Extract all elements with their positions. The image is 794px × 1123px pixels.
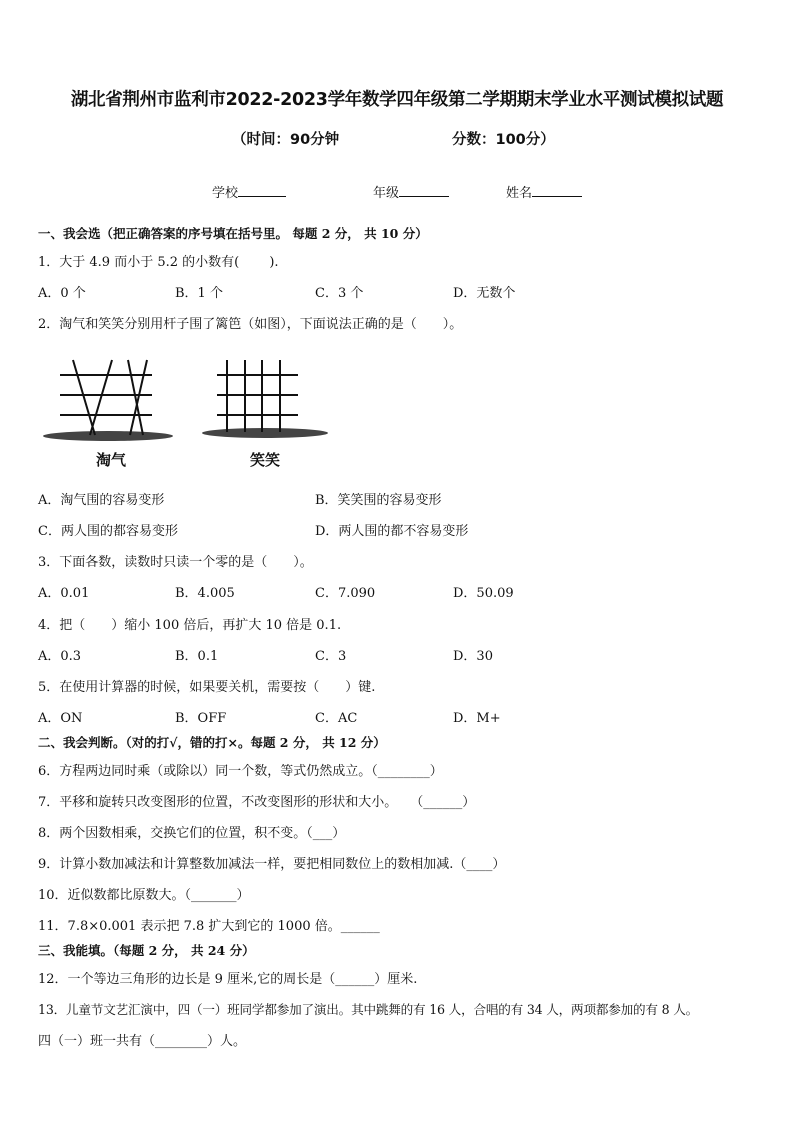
q4-option-d: D．30 [453,649,493,664]
question-8: 8．两个因数相乘，交换它们的位置，积不变。（___） [38,826,346,841]
question-6: 6．方程两边同时乘（或除以）同一个数，等式仍然成立。（________） [38,764,443,779]
question-10: 10．近似数都比原数大。（_______） [38,888,250,903]
q1-option-b: B．1 个 [175,286,223,301]
fence-figure [40,355,340,450]
question-1: 1．大于 4.9 而小于 5.2 的小数有( ). [38,255,279,270]
q3-option-d: D．50.09 [453,586,514,601]
section1-heading: 一、我会选（把正确答案的序号填在括号里。 每题 2 分， 共 10 分） [38,226,428,241]
school-label: 学校 [212,186,239,201]
q1-option-a: A．0 个 [38,286,86,301]
question-5: 5．在使用计算器的时候，如果要关机，需要按（ ）键. [38,680,376,695]
school-blank [238,184,286,197]
question-4: 4．把（ ）缩小 100 倍后，再扩大 10 倍是 0.1. [38,618,342,633]
grade-blank [399,184,449,197]
question-12: 12．一个等边三角形的边长是 9 厘米,它的周长是（______）厘米. [38,972,418,987]
name-blank [532,184,582,197]
q4-option-a: A．0.3 [38,649,82,664]
figure-label-xiaoxiao: 笑笑 [250,451,281,469]
q3-option-c: C．7.090 [315,586,376,601]
grade-field [373,182,449,201]
question-3: 3．下面各数，读数时只读一个零的是（ ）。 [38,555,313,570]
q5-option-a: A．ON [38,711,83,726]
taoqi-fence [43,360,173,441]
xiaoxiao-fence [202,360,328,438]
question-7: 7．平移和旋转只改变图形的位置，不改变图形的形状和大小。 （______） [38,795,476,810]
q2-option-c: C．两人围的都容易变形 [38,524,178,539]
name-label: 姓名 [506,186,533,201]
exam-time: （时间：90分钟 [232,132,340,148]
question-11: 11．7.8×0.001 表示把 7.8 扩大到它的 1000 倍。______ [38,919,380,934]
q2-option-d: D．两人围的都不容易变形 [315,524,469,539]
question-9: 9．计算小数加减法和计算整数加减法一样，要把相同数位上的数相加减.（____） [38,857,506,872]
q4-option-c: C．3 [315,649,347,664]
section3-heading: 三、我能填。（每题 2 分， 共 24 分） [38,943,255,958]
q4-option-b: B．0.1 [175,649,219,664]
q1-option-c: C．3 个 [315,286,364,301]
q5-option-d: D．M+ [453,711,501,726]
section2-heading: 二、我会判断。（对的打√，错的打×。每题 2 分， 共 12 分） [38,735,386,750]
q3-option-a: A．0.01 [38,586,90,601]
question-13: 13．儿童节文艺汇演中，四（一）班同学都参加了演出。其中跳舞的有 16 人，合唱的有 34 人，两项都参加的有 8 人。 [38,1002,699,1017]
exam-score: 分数：100分） [452,132,555,148]
grade-label: 年级 [373,186,400,201]
q1-option-d: D．无数个 [453,286,516,301]
q2-option-a: A．淘气围的容易变形 [38,493,165,508]
page-title: 湖北省荆州市监利市2022-2023学年数学四年级第二学期期末学业水平测试模拟试题 [70,90,724,110]
q5-option-c: C．AC [315,711,358,726]
school-field [212,182,286,201]
question-2: 2．淘气和笑笑分别用杆子围了篱笆（如图），下面说法正确的是（ ）。 [38,317,463,332]
question-13-continued: 四（一）班一共有（________）人。 [38,1034,247,1049]
q2-option-b: B．笑笑围的容易变形 [315,493,442,508]
figure-label-taoqi: 淘气 [96,451,127,469]
q3-option-b: B．4.005 [175,586,235,601]
name-field [506,182,582,201]
q5-option-b: B．OFF [175,711,227,726]
